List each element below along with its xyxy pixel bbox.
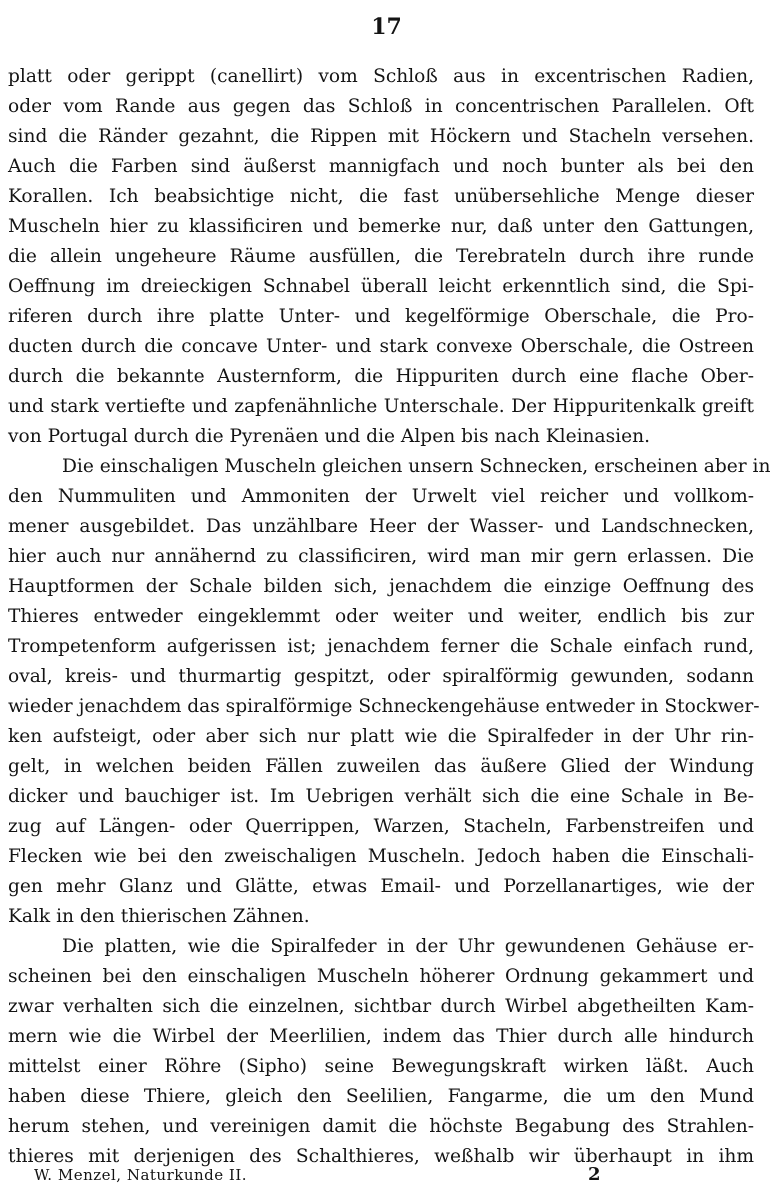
text-line: scheinen bei den einschaligen Muscheln höherer Ordnung gekammert und (8, 966, 754, 987)
text-line: haben diese Thiere, gleich den Seelilien, Fangarme, die um den Mund (8, 1086, 754, 1107)
text-line: mener ausgebildet. Das unzählbare Heer der Wasser- und Landschnecken, (8, 516, 754, 537)
text-line: Auch die Farben sind äußerst mannigfach und noch bunter als bei den (8, 156, 754, 177)
text-line: Muscheln hier zu klassificiren und bemerke nur, daß unter den Gattungen, (8, 216, 754, 237)
text-line: Trompetenform aufgerissen ist; jenachdem ferner die Schale einfach rund, (8, 636, 754, 657)
text-line: zug auf Längen- oder Querrippen, Warzen, Stacheln, Farbenstreifen und (8, 816, 754, 837)
text-line: Oeffnung im dreieckigen Schnabel überall leicht erkenntlich sind, die Spi- (8, 276, 754, 297)
paragraph-end-line: von Portugal durch die Pyrenäen und die Alpen bis nach Kleinasien. (8, 426, 650, 447)
page-number: 17 (371, 14, 402, 40)
footer-sheet-number: 2 (588, 1164, 601, 1185)
text-line: wieder jenachdem das spiralförmige Schneckengehäuse entweder in Stockwer- (8, 696, 760, 717)
text-line: sind die Ränder gezahnt, die Rippen mit Höckern und Stacheln versehen. (8, 126, 754, 147)
text-line: mittelst einer Röhre (Sipho) seine Bewegungskraft wirken läßt. Auch (8, 1056, 754, 1077)
text-line: mern wie die Wirbel der Meerlilien, indem das Thier durch alle hindurch (8, 1026, 754, 1047)
text-line: gelt, in welchen beiden Fällen zuweilen das äußere Glied der Windung (8, 756, 754, 777)
text-line: oval, kreis- und thurmartig gespitzt, oder spiralförmig gewunden, sodann (8, 666, 754, 687)
paragraph-start-line: Die einschaligen Muscheln gleichen unsern Schnecken, erscheinen aber in (62, 456, 771, 477)
text-line: Hauptformen der Schale bilden sich, jenachdem die einzige Oeffnung des (8, 576, 754, 597)
text-line: durch die bekannte Austernform, die Hippuriten durch eine flache Ober- (8, 366, 754, 387)
text-line: gen mehr Glanz und Glätte, etwas Email- und Porzellanartiges, wie der (8, 876, 754, 897)
text-line: riferen durch ihre platte Unter- und kegelförmige Oberschale, die Pro- (8, 306, 754, 327)
text-line: thieres mit derjenigen des Schalthieres, weßhalb wir überhaupt in ihm (8, 1146, 754, 1167)
text-line: ducten durch die concave Unter- und stark convexe Oberschale, die Ostreen (8, 336, 754, 357)
body-text (8, 62, 771, 1172)
text-line: oder vom Rande aus gegen das Schloß in concentrischen Parallelen. Oft (8, 96, 754, 117)
text-line: den Nummuliten und Ammoniten der Urwelt viel reicher und vollkom- (8, 486, 754, 507)
text-line: Flecken wie bei den zweischaligen Muscheln. Jedoch haben die Einschali- (8, 846, 754, 867)
footer-signature: W. Menzel, Naturkunde II. (34, 1166, 248, 1184)
text-line: Korallen. Ich beabsichtige nicht, die fast unübersehliche Menge dieser (8, 186, 754, 207)
text-line: die allein ungeheure Räume ausfüllen, die Terebrateln durch ihre runde (8, 246, 754, 267)
paragraph-end-line: Kalk in den thierischen Zähnen. (8, 906, 310, 927)
text-line: hier auch nur annähernd zu classificiren, wird man mir gern erlassen. Die (8, 546, 754, 567)
text-line: ken aufsteigt, oder aber sich nur platt wie die Spiralfeder in der Uhr rin- (8, 726, 754, 747)
text-line: Thieres entweder eingeklemmt oder weiter und weiter, endlich bis zur (8, 606, 754, 627)
text-line: dicker und bauchiger ist. Im Uebrigen verhält sich die eine Schale in Be- (8, 786, 754, 807)
text-line: herum stehen, und vereinigen damit die höchste Begabung des Strahlen- (8, 1116, 754, 1137)
text-line: platt oder gerippt (canellirt) vom Schloß aus in excentrischen Radien, (8, 66, 754, 87)
paragraph-start-line: Die platten, wie die Spiralfeder in der Uhr gewundenen Gehäuse er- (62, 936, 754, 957)
text-line: und stark vertiefte und zapfenähnliche Unterschale. Der Hippuritenkalk greift (8, 396, 754, 417)
text-line: zwar verhalten sich die einzelnen, sichtbar durch Wirbel abgetheilten Kam- (8, 996, 754, 1017)
